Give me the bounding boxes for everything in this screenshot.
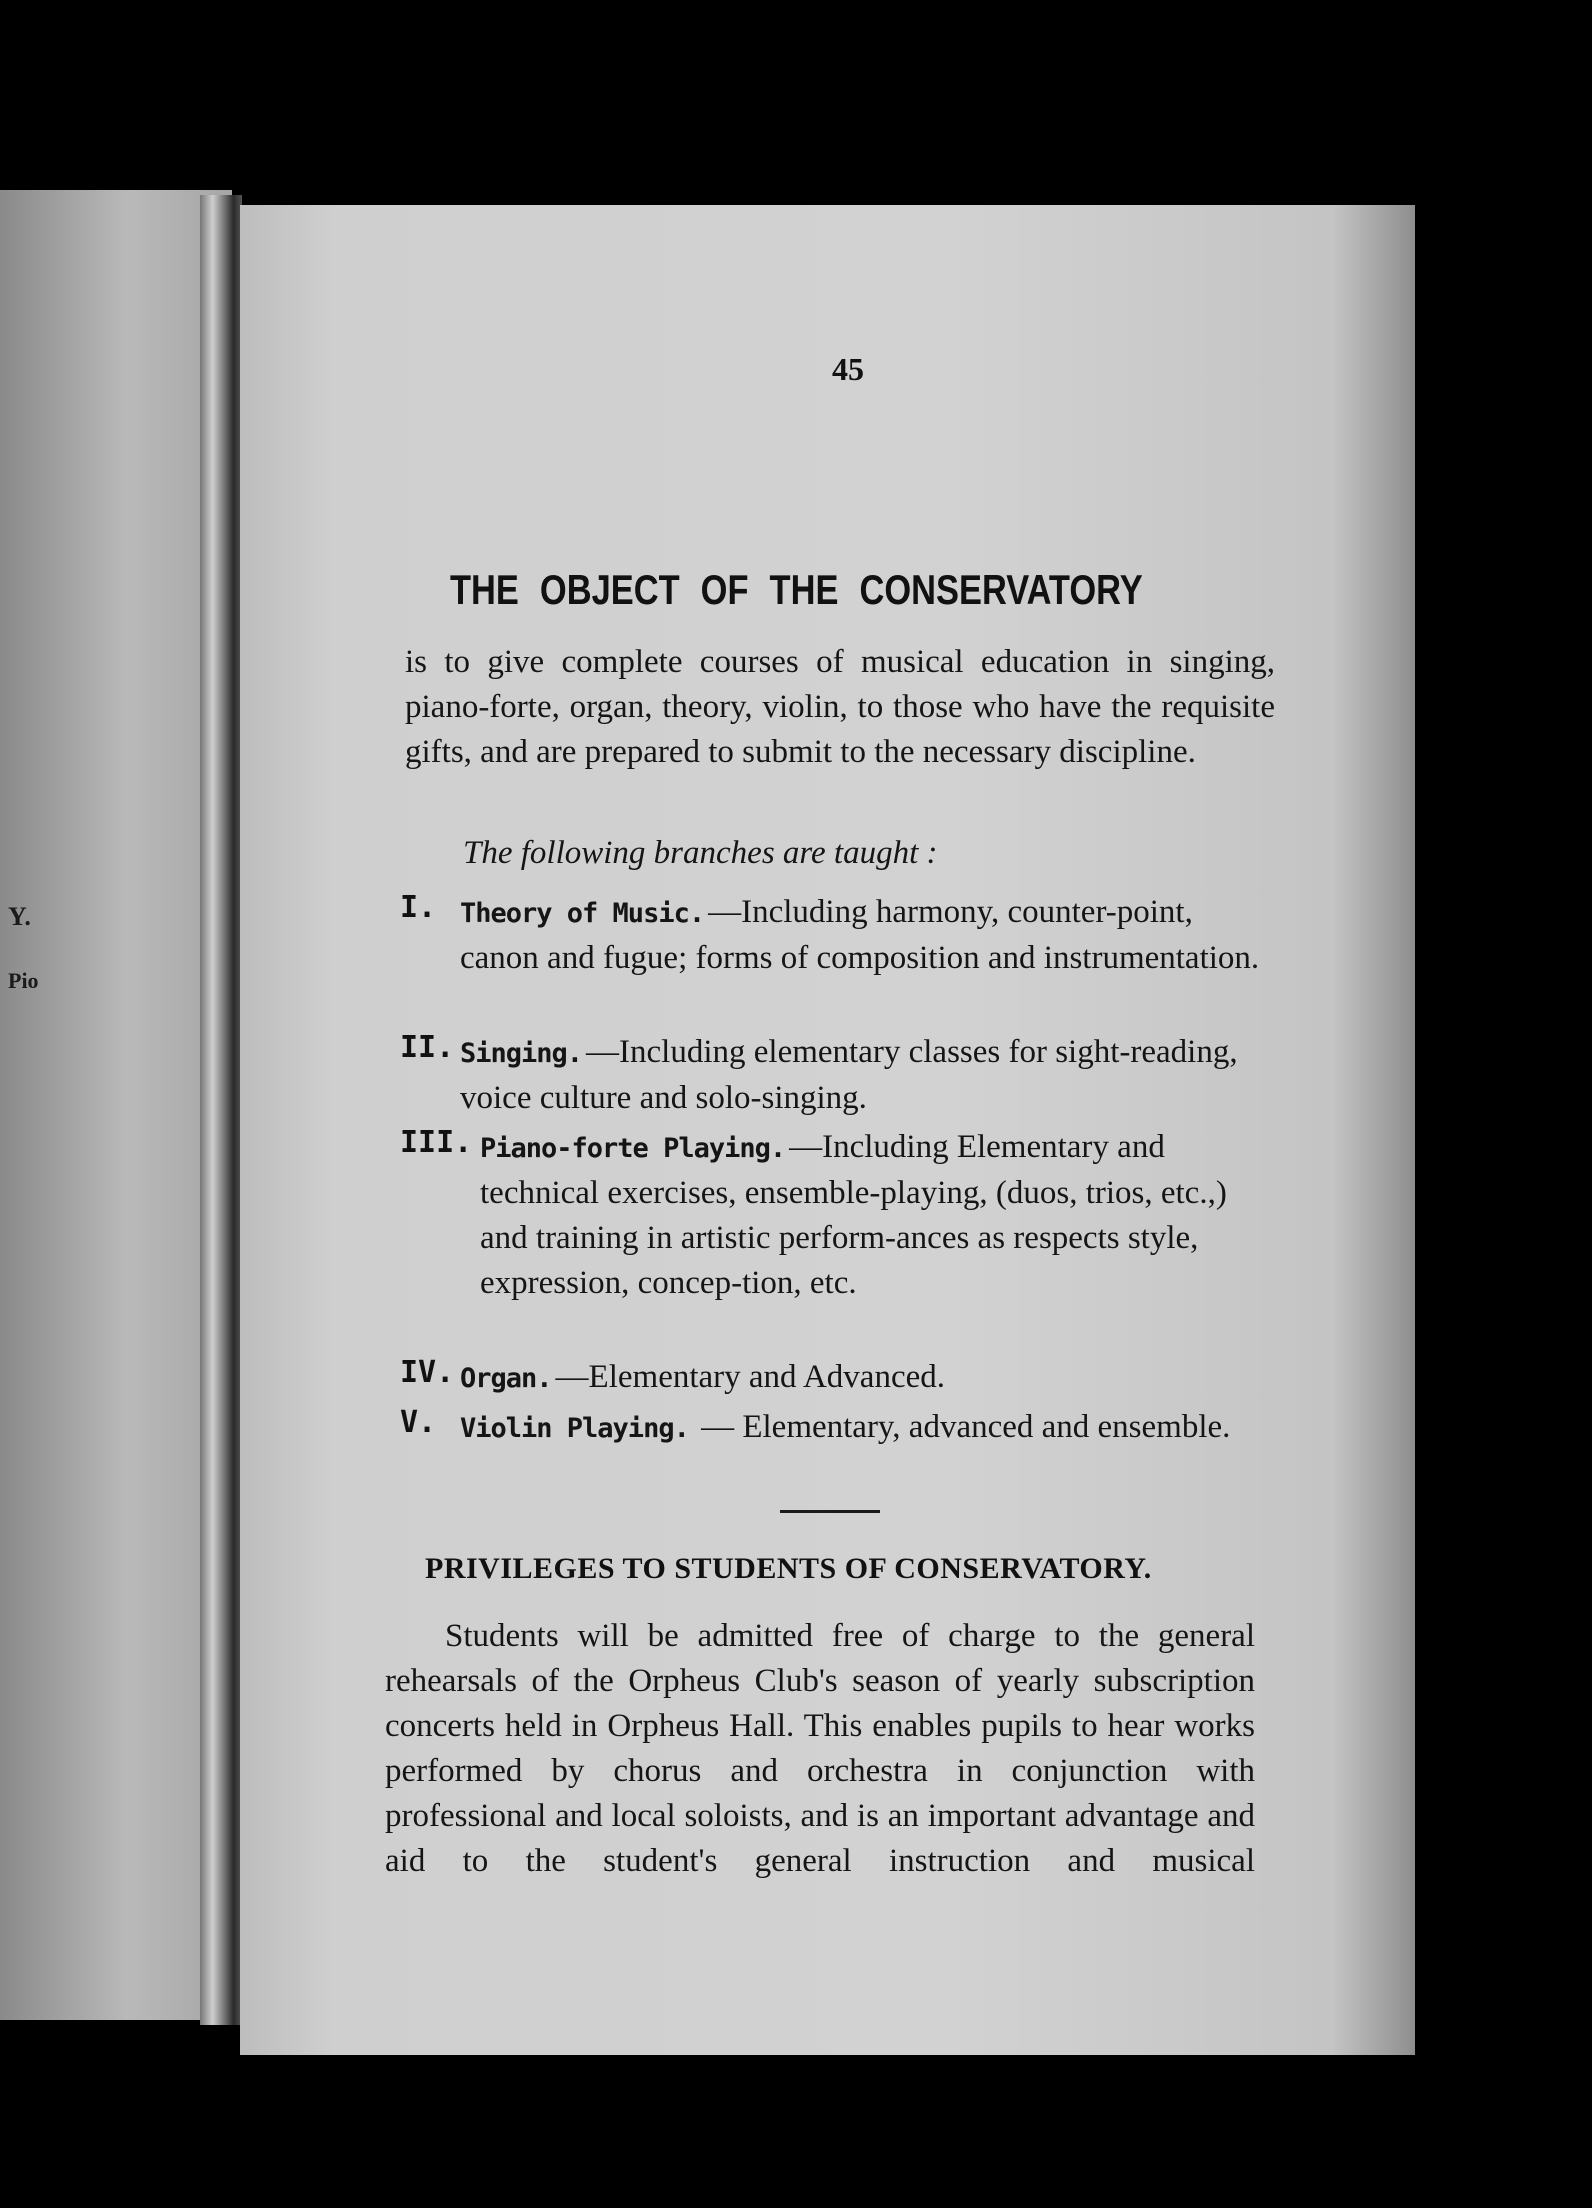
branch-item: [400, 1125, 1275, 1350]
branch-title: Piano-forte Playing.: [480, 1133, 786, 1164]
branches-intro: The following branches are taught :: [463, 835, 938, 871]
branch-numeral: III.: [400, 1125, 473, 1160]
page-number: 45: [832, 351, 864, 387]
section-divider: [780, 1510, 880, 1513]
branch-numeral: I.: [400, 890, 437, 925]
branch-numeral: V.: [400, 1405, 437, 1440]
branch-numeral: II.: [400, 1030, 455, 1065]
branch-content: [460, 1405, 1275, 1451]
privileges-paragraph: Students will be admitted free of charge to the general rehearsals of the Orpheus Club's season of yearly subscription concerts held in Orpheus Hall. This enables pupils to hear works performed by chorus and orchestra in conjunction with professional and local soloists, and is an important advantage and aid to the student's general instruction and musical: [385, 1618, 1255, 1879]
branch-numeral: IV.: [400, 1355, 455, 1390]
branch-text: —Including harmony, counter-point, canon and fugue; forms of composition and instrumentation.: [460, 894, 1260, 976]
branch-content: [460, 890, 1275, 981]
branch-item: [400, 1355, 1275, 1400]
section-heading: THE OBJECT OF THE CONSERVATORY: [450, 566, 1143, 613]
book-gutter: [200, 195, 242, 2025]
branch-item: [400, 1030, 1275, 1120]
branch-content: [460, 1030, 1275, 1121]
branch-title: Violin Playing.: [460, 1413, 689, 1444]
left-page-fragment: Pio: [8, 968, 39, 993]
left-page: [0, 190, 232, 2020]
branch-item: [400, 1405, 1275, 1495]
intro-paragraph: is to give complete courses of musical education in singing, piano-forte, organ, theory, violin, to those who have the requisite gifts, and are prepared to submit to the necessary discipline.: [405, 644, 1275, 770]
branch-text: —Including elementary classes for sight-reading, voice culture and solo-singing.: [460, 1034, 1238, 1116]
branch-content: [480, 1125, 1275, 1306]
branch-item: [400, 890, 1275, 1030]
branch-text: —Elementary and Advanced.: [555, 1359, 945, 1395]
branch-title: Organ.: [460, 1363, 552, 1394]
branch-text: —Including Elementary and technical exercises, ensemble-playing, (duos, trios, etc.,) and training in artistic perform-ances as respects style, expression, concep-tion, etc.: [480, 1129, 1227, 1301]
privileges-heading: PRIVILEGES TO STUDENTS OF CONSERVATORY.: [425, 1552, 1152, 1585]
branch-title: Singing.: [460, 1038, 583, 1069]
branch-text: — Elementary, advanced and ensemble.: [692, 1409, 1231, 1445]
left-page-fragment: Y.: [8, 902, 31, 931]
branch-title: Theory of Music.: [460, 898, 705, 929]
branch-content: [460, 1355, 1275, 1401]
